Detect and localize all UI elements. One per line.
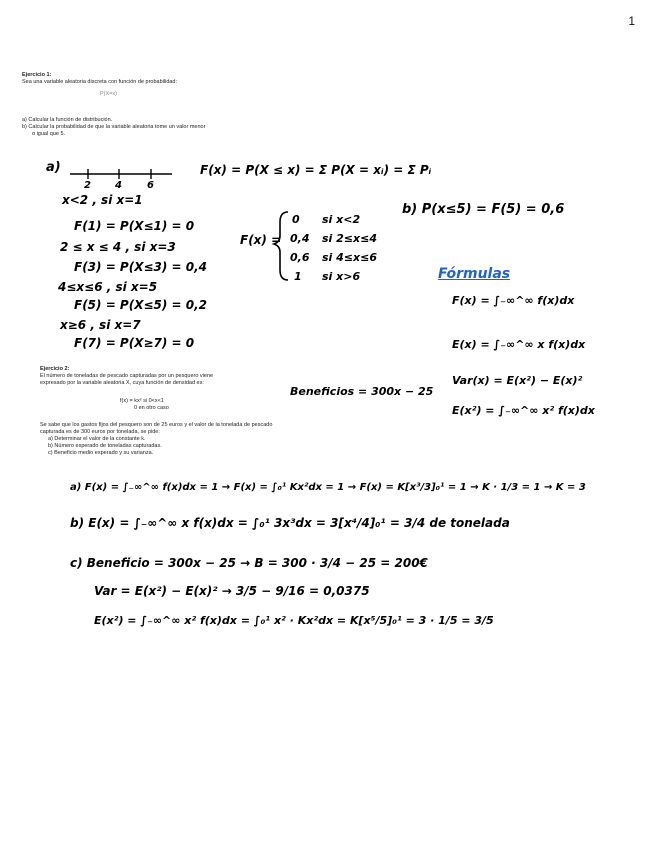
formulas-title: Fórmulas [438, 266, 511, 282]
F5-value: F(5) = P(X≤5) = 0,2 [74, 298, 208, 312]
ex1-question-b-cont: o igual que 5. [32, 131, 66, 137]
ex2-intro-1: Se sabe que los gastos fijos del pesquero son de 25 euros y el valor de la tonelada de pescado [40, 422, 273, 428]
piecewise-label: F(x) = [240, 233, 282, 247]
solution-c: c) Beneficio = 300x − 25 → B = 300 · 3/4 − 25 = 200€ [70, 556, 428, 570]
case-3: 4≤x≤6 , si x=5 [58, 280, 158, 294]
solution-b: b) E(x) = ∫₋∞^∞ x f(x)dx = ∫₀¹ 3x³dx = 3[x⁴/4]₀¹ = 3/4 de tonelada [70, 516, 510, 530]
ex2-statement-2: expresado por la variable aleatoria X, cuya función de densidad es: [40, 380, 204, 386]
case-1: x<2 , si x=1 [62, 193, 143, 207]
tick-label-6: 6 [147, 180, 154, 191]
part-a-label: a) [46, 160, 61, 175]
piece-3-condition: si 4≤x≤6 [322, 251, 377, 264]
ex1-question-a: a) Calcular la función de distribución. [22, 117, 113, 123]
ex2-density-2: 0 en otro caso [134, 405, 169, 411]
second-moment-calculation: E(x²) = ∫₋∞^∞ x² f(x)dx = ∫₀¹ x² · Kx²dx = K[x⁵/5]₀¹ = 3 · 1/5 = 3/5 [94, 614, 494, 627]
piece-4-condition: si x>6 [322, 270, 361, 283]
piece-1-condition: si x<2 [322, 213, 361, 226]
ex2-question-b: b) Número esperado de toneladas capturadas. [48, 443, 162, 449]
variance-calculation: Var = E(x²) − E(x)² → 3/5 − 9/16 = 0,0375 [94, 584, 370, 598]
solution-a: a) F(x) = ∫₋∞^∞ f(x)dx = 1 → F(x) = ∫₀¹ Kx²dx = 1 → F(x) = K[x³/3]₀¹ = 1 → K · 1/3 = 1 → K = 3 [70, 482, 586, 493]
piece-1-value: 0 [292, 213, 300, 226]
piece-2-value: 0,4 [290, 232, 310, 245]
distribution-definition: F(x) = P(X ≤ x) = Σ P(X = xᵢ) = Σ Pᵢ [200, 163, 432, 177]
ex2-heading: Ejercicio 2: [40, 366, 70, 372]
part-b-answer: b) P(x≤5) = F(5) = 0,6 [402, 202, 565, 217]
F7-value: F(7) = P(X≥7) = 0 [74, 336, 195, 350]
piece-2-condition: si 2≤x≤4 [322, 232, 377, 245]
formula-F: F(x) = ∫₋∞^∞ f(x)dx [452, 294, 575, 307]
F3-value: F(3) = P(X≤3) = 0,4 [74, 260, 208, 274]
tick-label-4: 4 [115, 180, 122, 191]
formula-E: E(x) = ∫₋∞^∞ x f(x)dx [452, 338, 586, 351]
ex2-density: f(x) = kx² si 0<x<1 [120, 398, 164, 404]
ex1-prob-table: P(X=x) [100, 91, 117, 97]
ex1-statement: Sea una variable aleatoria discreta con función de probabilidad: [22, 79, 178, 85]
case-4: x≥6 , si x=7 [60, 318, 141, 332]
piece-3-value: 0,6 [290, 251, 310, 264]
ex2-question-a: a) Determinar el valor de la constante k. [48, 436, 146, 442]
F1-value: F(1) = P(X≤1) = 0 [74, 219, 195, 233]
piece-4-value: 1 [294, 270, 302, 283]
formula-Var: Var(x) = E(x²) − E(x)² [452, 374, 583, 387]
tick-label-2: 2 [84, 180, 91, 191]
formula-E2: E(x²) = ∫₋∞^∞ x² f(x)dx [452, 404, 595, 417]
ex2-question-c: c) Beneficio medio esperado y su varianza. [48, 450, 154, 456]
ex2-statement-1: El número de toneladas de pescado capturadas por un pesquero viene [40, 373, 214, 379]
beneficios-formula: Beneficios = 300x − 25 [290, 385, 434, 398]
ex1-question-b: b) Calcular la probabilidad de que la variable aleatoria tome un valor menor [22, 124, 206, 130]
ex2-intro-2: capturada es de 300 euros por tonelada, se pide: [40, 429, 160, 435]
case-2: 2 ≤ x ≤ 4 , si x=3 [60, 240, 176, 254]
ex1-heading: Ejercicio 1: [22, 72, 52, 78]
page-number: 1 [628, 14, 635, 28]
